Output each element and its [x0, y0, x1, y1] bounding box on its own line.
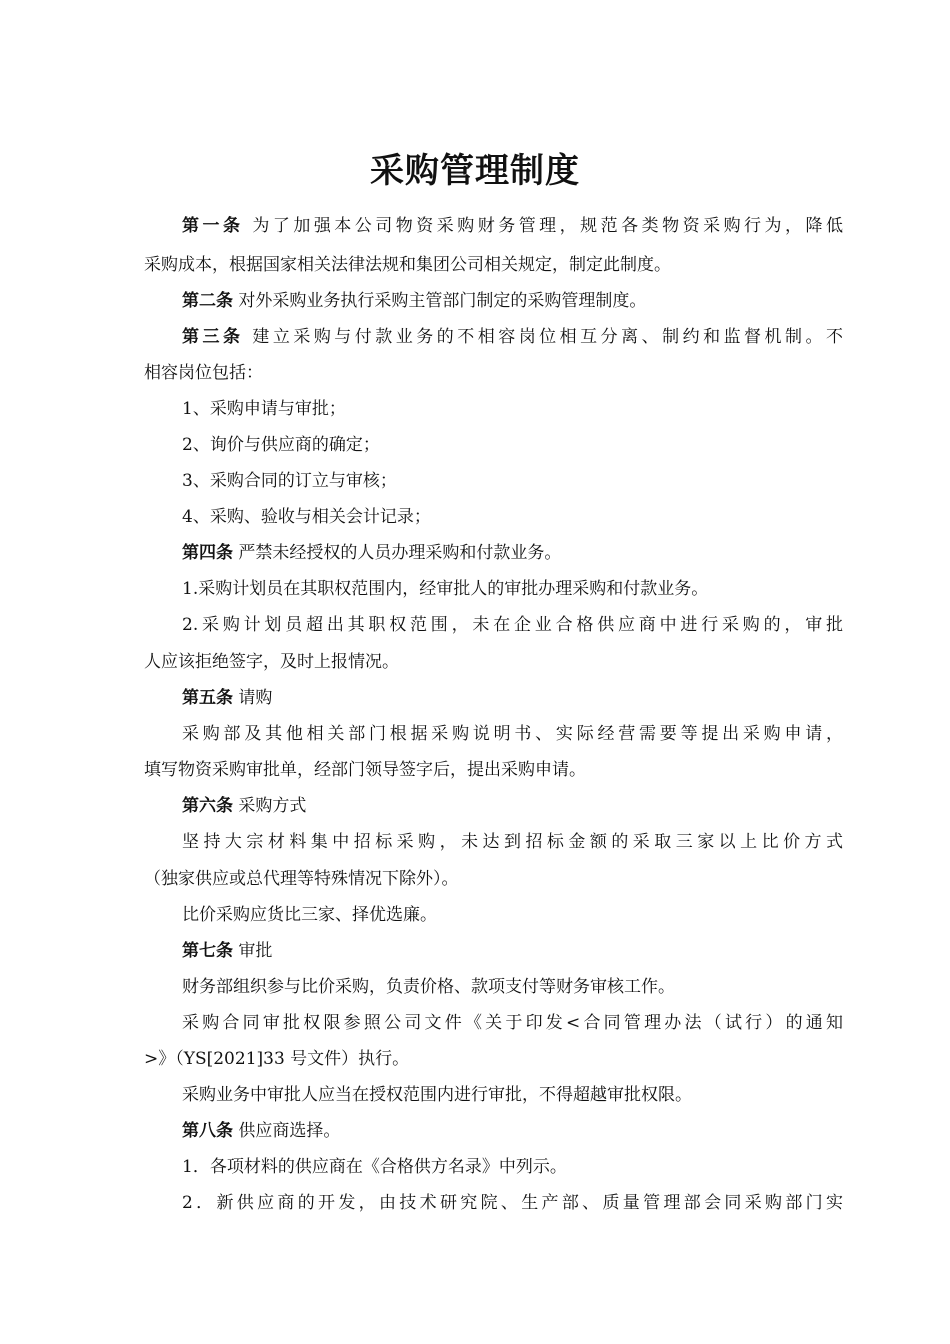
article-5-heading: 第五条 [182, 688, 233, 708]
article-7-para-3: 采购业务中审批人应当在授权范围内进行审批，不得超越审批权限。 [182, 1085, 692, 1105]
article-1-line-1 [182, 214, 843, 238]
article-5-line-1 [182, 686, 272, 710]
list-item: 1、采购申请与审批； [182, 399, 346, 419]
article-6-para-1-line-1: 坚持大宗材料集中招标采购，未达到招标金额的采取三家以上比价方式 [182, 832, 843, 852]
article-7-text: 审批 [233, 941, 273, 961]
article-5-para-line-1: 采购部及其他相关部门根据采购说明书、实际经营需要等提出采购申请， [182, 724, 843, 744]
document-title: 采购管理制度 [370, 151, 580, 191]
list-item: 2、询价与供应商的确定； [182, 435, 380, 455]
article-8-para-1: 1．各项材料的供应商在《合格供方名录》中列示。 [182, 1157, 567, 1177]
article-6-text: 采购方式 [233, 796, 307, 816]
article-6-para-1-line-2: （独家供应或总代理等特殊情况下除外）。 [144, 869, 459, 889]
article-2-heading: 第二条 [182, 291, 233, 311]
article-1-line-2: 采购成本，根据国家相关法律法规和集团公司相关规定，制定此制度。 [144, 255, 671, 275]
article-5-text: 请购 [233, 688, 273, 708]
article-7-heading: 第七条 [182, 941, 233, 961]
article-4-para-2-line-2: 人应该拒绝签字，及时上报情况。 [144, 652, 399, 672]
article-3-heading: 第三条 [182, 327, 244, 347]
article-7-para-2-line-1: 采购合同审批权限参照公司文件《关于印发<合同管理办法（试行）的通知 [182, 1013, 843, 1033]
article-4-para-2-line-1: 2.采购计划员超出其职权范围，未在企业合格供应商中进行采购的，审批 [182, 615, 843, 635]
article-3-text: 建立采购与付款业务的不相容岗位相互分离、制约和监督机制。不 [243, 327, 844, 347]
article-8-text: 供应商选择。 [233, 1121, 341, 1141]
article-5-para-line-2: 填写物资采购审批单，经部门领导签字后，提出采购申请。 [144, 760, 586, 780]
article-8-para-2: 2．新供应商的开发，由技术研究院、生产部、质量管理部会同采购部门实 [182, 1193, 843, 1213]
article-6-para-2: 比价采购应货比三家、择优选廉。 [182, 905, 437, 925]
list-item: 3、采购合同的订立与审核； [182, 471, 397, 491]
article-7-para-2-line-2: >》（YS[2021]33 号文件）执行。 [144, 1049, 410, 1069]
article-4-para-1: 1.采购计划员在其职权范围内，经审批人的审批办理采购和付款业务。 [182, 579, 709, 599]
article-7-para-1: 财务部组织参与比价采购，负责价格、款项支付等财务审核工作。 [182, 977, 675, 997]
article-6-line-1 [182, 794, 306, 818]
article-4-text: 严禁未经授权的人员办理采购和付款业务。 [233, 543, 562, 563]
list-item: 4、采购、验收与相关会计记录； [182, 507, 431, 527]
article-4-heading: 第四条 [182, 543, 233, 563]
article-3-line-1 [182, 325, 843, 349]
article-8-line-1 [182, 1119, 340, 1143]
article-2-text: 对外采购业务执行采购主管部门制定的采购管理制度。 [233, 291, 647, 311]
article-7-line-1 [182, 939, 272, 963]
article-8-heading: 第八条 [182, 1121, 233, 1141]
article-1-text: 为了加强本公司物资采购财务管理，规范各类物资采购行为，降低 [243, 216, 844, 236]
article-4-line-1 [182, 541, 561, 565]
article-1-heading: 第一条 [182, 216, 244, 236]
article-6-heading: 第六条 [182, 796, 233, 816]
article-3-line-2: 相容岗位包括： [144, 363, 263, 383]
article-2-line-1 [182, 289, 646, 313]
